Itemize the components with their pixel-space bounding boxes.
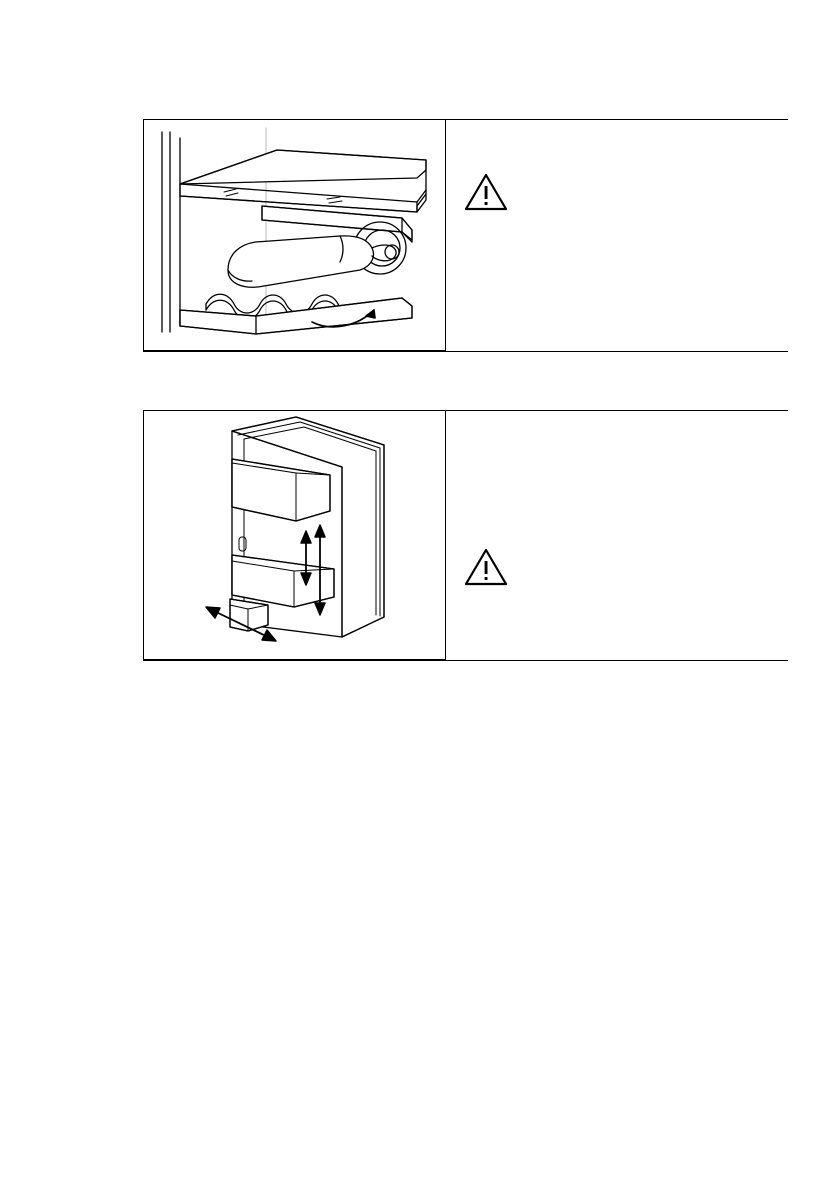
- warning-triangle-icon: [463, 546, 509, 588]
- warning-triangle-icon: [463, 171, 509, 213]
- section-bottom-rule: [143, 351, 788, 352]
- refrigerator-shelf-with-bottle-rack-illustration: [143, 119, 446, 351]
- section-bottom-rule: [143, 660, 788, 661]
- refrigerator-door-shelf-removal-illustration: [143, 410, 446, 660]
